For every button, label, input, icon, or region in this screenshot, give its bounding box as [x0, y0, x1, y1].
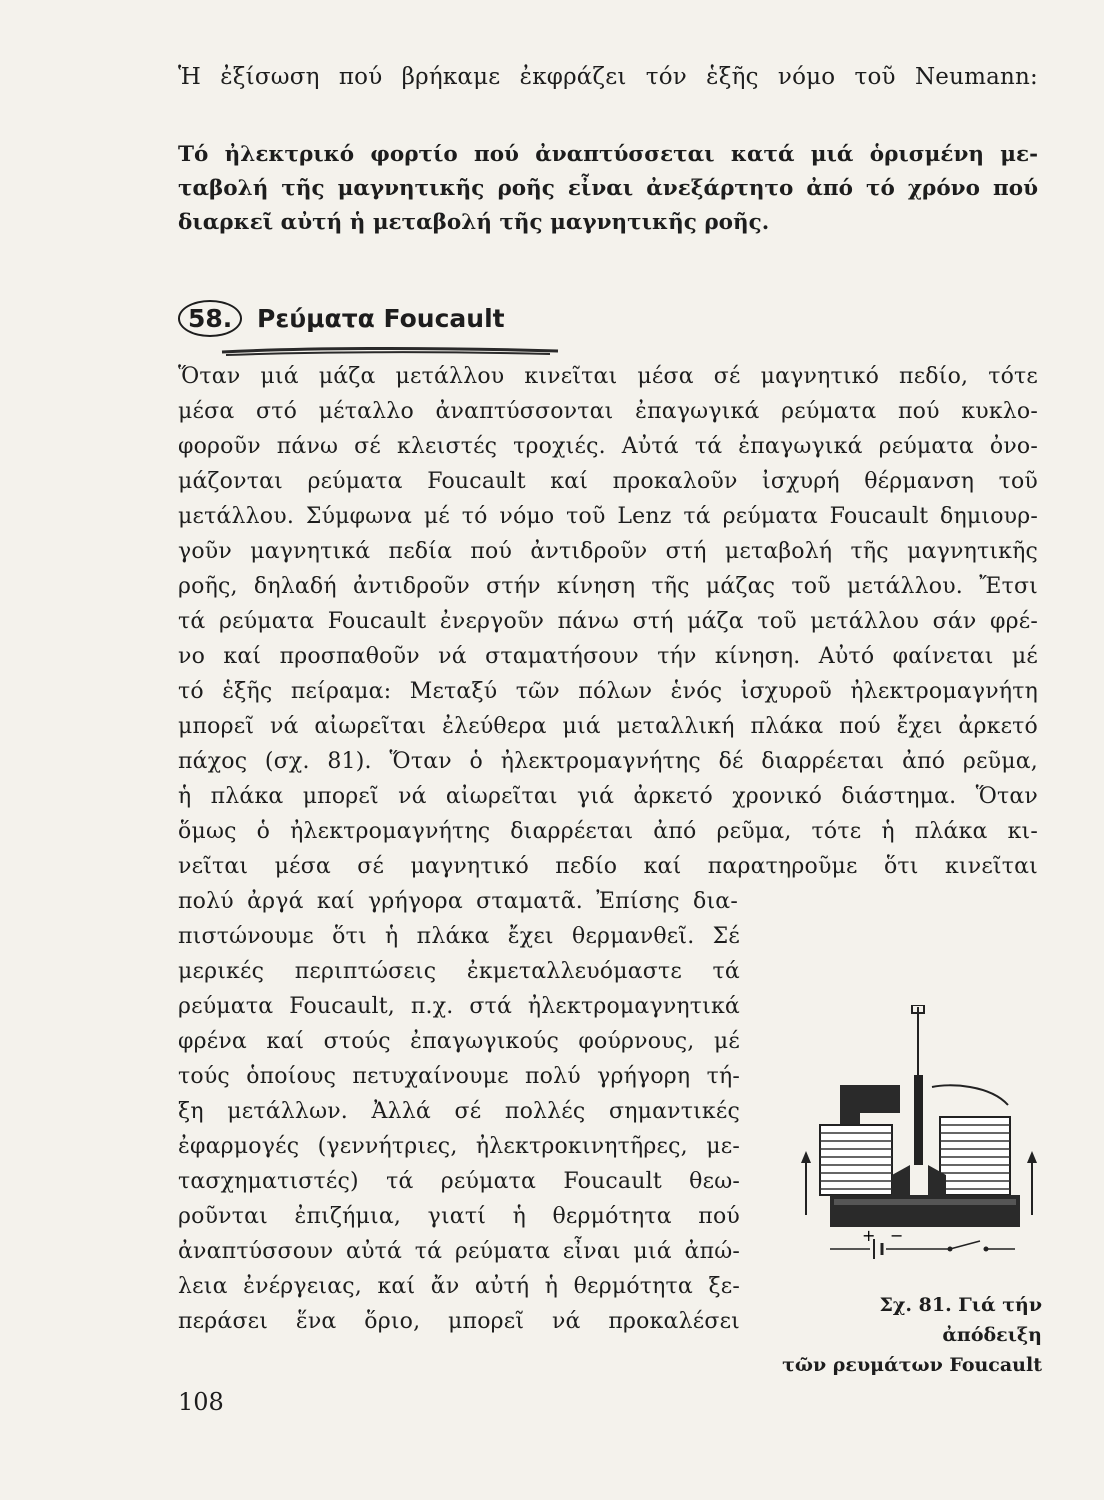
handwritten-underline — [220, 345, 560, 357]
figure-caption — [780, 1290, 1042, 1380]
body-line: ὅμως ὁ ἠλεκτρομαγνήτης διαρρέεται ἀπό ρεῦμα, τότε ἡ πλάκα κι- — [178, 819, 1038, 844]
body-line: μέσα στό μέταλλο ἀναπτύσσονται ἐπαγωγικά ρεύματα πού κυκλο- — [178, 399, 1038, 424]
law-line: Τό ἠλεκτρικό φορτίο πού ἀναπτύσσεται κατά μιά ὁρισμένη με- — [178, 142, 1038, 167]
body-line: φρένα καί στούς ἐπαγωγικούς φούρνους, μέ — [178, 1029, 740, 1054]
page-number: 108 — [178, 1388, 224, 1416]
body-line: νεῖται μέσα σέ μαγνητικό πεδίο καί παρατηροῦμε ὅτι κινεῖται — [178, 854, 1038, 879]
body-line: ξη μετάλλων. Ἀλλά σέ πολλές σημαντικές — [178, 1099, 740, 1124]
neumann-law-statement — [178, 138, 1038, 240]
body-line: φοροῦν πάνω σέ κλειστές τροχιές. Αὐτά τά ἐπαγωγικά ρεύματα ὀνο- — [178, 434, 1038, 459]
body-line: τά ρεύματα Foucault ἐνεργοῦν πάνω στή μάζα τοῦ μετάλλου σάν φρέ- — [178, 609, 1038, 634]
law-line: ταβολή τῆς μαγνητικῆς ροῆς εἶναι ἀνεξάρτητο ἀπό τό χρόνο πού — [178, 176, 1038, 201]
body-line: τό ἑξῆς πείραμα: Μεταξύ τῶν πόλων ἑνός ἰσχυροῦ ἠλεκτρομαγνήτη — [178, 679, 1038, 704]
body-line: ἀναπτύσσουν αὐτά τά ρεύματα εἶναι μιά ἀπώ- — [178, 1239, 740, 1264]
law-line: διαρκεῖ αὐτή ἡ μεταβολή τῆς μαγνητικῆς ροῆς. — [178, 210, 770, 235]
body-line: λεια ἐνέργειας, καί ἄν αὐτή ἡ θερμότητα ξε- — [178, 1274, 740, 1299]
section-heading — [178, 300, 505, 337]
electromagnet-figure — [800, 1005, 1040, 1275]
body-line: ροῦνται ἐπιζήμια, γιατί ἡ θερμότητα πού — [178, 1204, 740, 1229]
body-line: γοῦν μαγνητικά πεδία πού ἀντιδροῦν στή μεταβολή τῆς μαγνητικῆς — [178, 539, 1038, 564]
body-line: Ὅταν μιά μάζα μετάλλου κινεῖται μέσα σέ μαγνητικό πεδίο, τότε — [178, 364, 1038, 389]
body-line: ἡ πλάκα μπορεῖ νά αἰωρεῖται γιά ἀρκετό χρονικό διάστημα. Ὅταν — [178, 784, 1038, 809]
body-line: μετάλλου. Σύμφωνα μέ τό νόμο τοῦ Lenz τά ρεύματα Foucault δημιουρ- — [178, 504, 1038, 529]
body-line: ἐφαρμογές (γεννήτριες, ἠλεκτροκινητῆρες, με- — [178, 1134, 740, 1159]
body-line: τούς ὁποίους πετυχαίνουμε πολύ γρήγορη τή- — [178, 1064, 740, 1089]
caption-line: Σχ. 81. Γιά τήν ἀπόδειξη — [879, 1294, 1042, 1346]
caption-line: τῶν ρευμάτων Foucault — [782, 1354, 1042, 1376]
body-line: περάσει ἕνα ὅριο, μπορεῖ νά προκαλέσει — [178, 1309, 740, 1334]
body-line: μερικές περιπτώσεις ἐκμεταλλευόμαστε τά — [178, 959, 740, 984]
section-title: Ρεύματα Foucault — [257, 304, 505, 333]
body-line: νο καί προσπαθοῦν νά σταματήσουν τήν κίνηση. Αὐτό φαίνεται μέ — [178, 644, 1038, 669]
body-line: μάζονται ρεύματα Foucault καί προκαλοῦν ἰσχυρή θέρμανση τοῦ — [178, 469, 1038, 494]
battery-plus-symbol: + — [862, 1226, 876, 1245]
body-line: τασχηματιστές) τά ρεύματα Foucault θεω- — [178, 1169, 740, 1194]
body-line: πάχος (σχ. 81). Ὅταν ὁ ἠλεκτρομαγνήτης δέ διαρρέεται ἀπό ρεῦμα, — [178, 749, 1038, 774]
intro-sentence: Ἡ ἐξίσωση πού βρήκαμε ἐκφράζει τόν ἑξῆς νόμο τοῦ Neumann: — [178, 64, 1038, 90]
body-line: ροῆς, δηλαδή ἀντιδροῦν στήν κίνηση τῆς μάζας τοῦ μετάλλου. Ἔτσι — [178, 574, 1038, 599]
body-line: πιστώνουμε ὅτι ἡ πλάκα ἔχει θερμανθεῖ. Σέ — [178, 924, 740, 949]
battery-minus-symbol: − — [890, 1226, 904, 1245]
body-line: ρεύματα Foucault, π.χ. στά ἠλεκτρομαγνητικά — [178, 994, 740, 1019]
body-line: μπορεῖ νά αἰωρεῖται ἐλεύθερα μιά μεταλλική πλάκα πού ἔχει ἀρκετό — [178, 714, 1038, 739]
body-line: πολύ ἀργά καί γρήγορα σταματᾶ. Ἐπίσης δια- — [178, 889, 738, 914]
section-number: 58. — [178, 300, 242, 337]
